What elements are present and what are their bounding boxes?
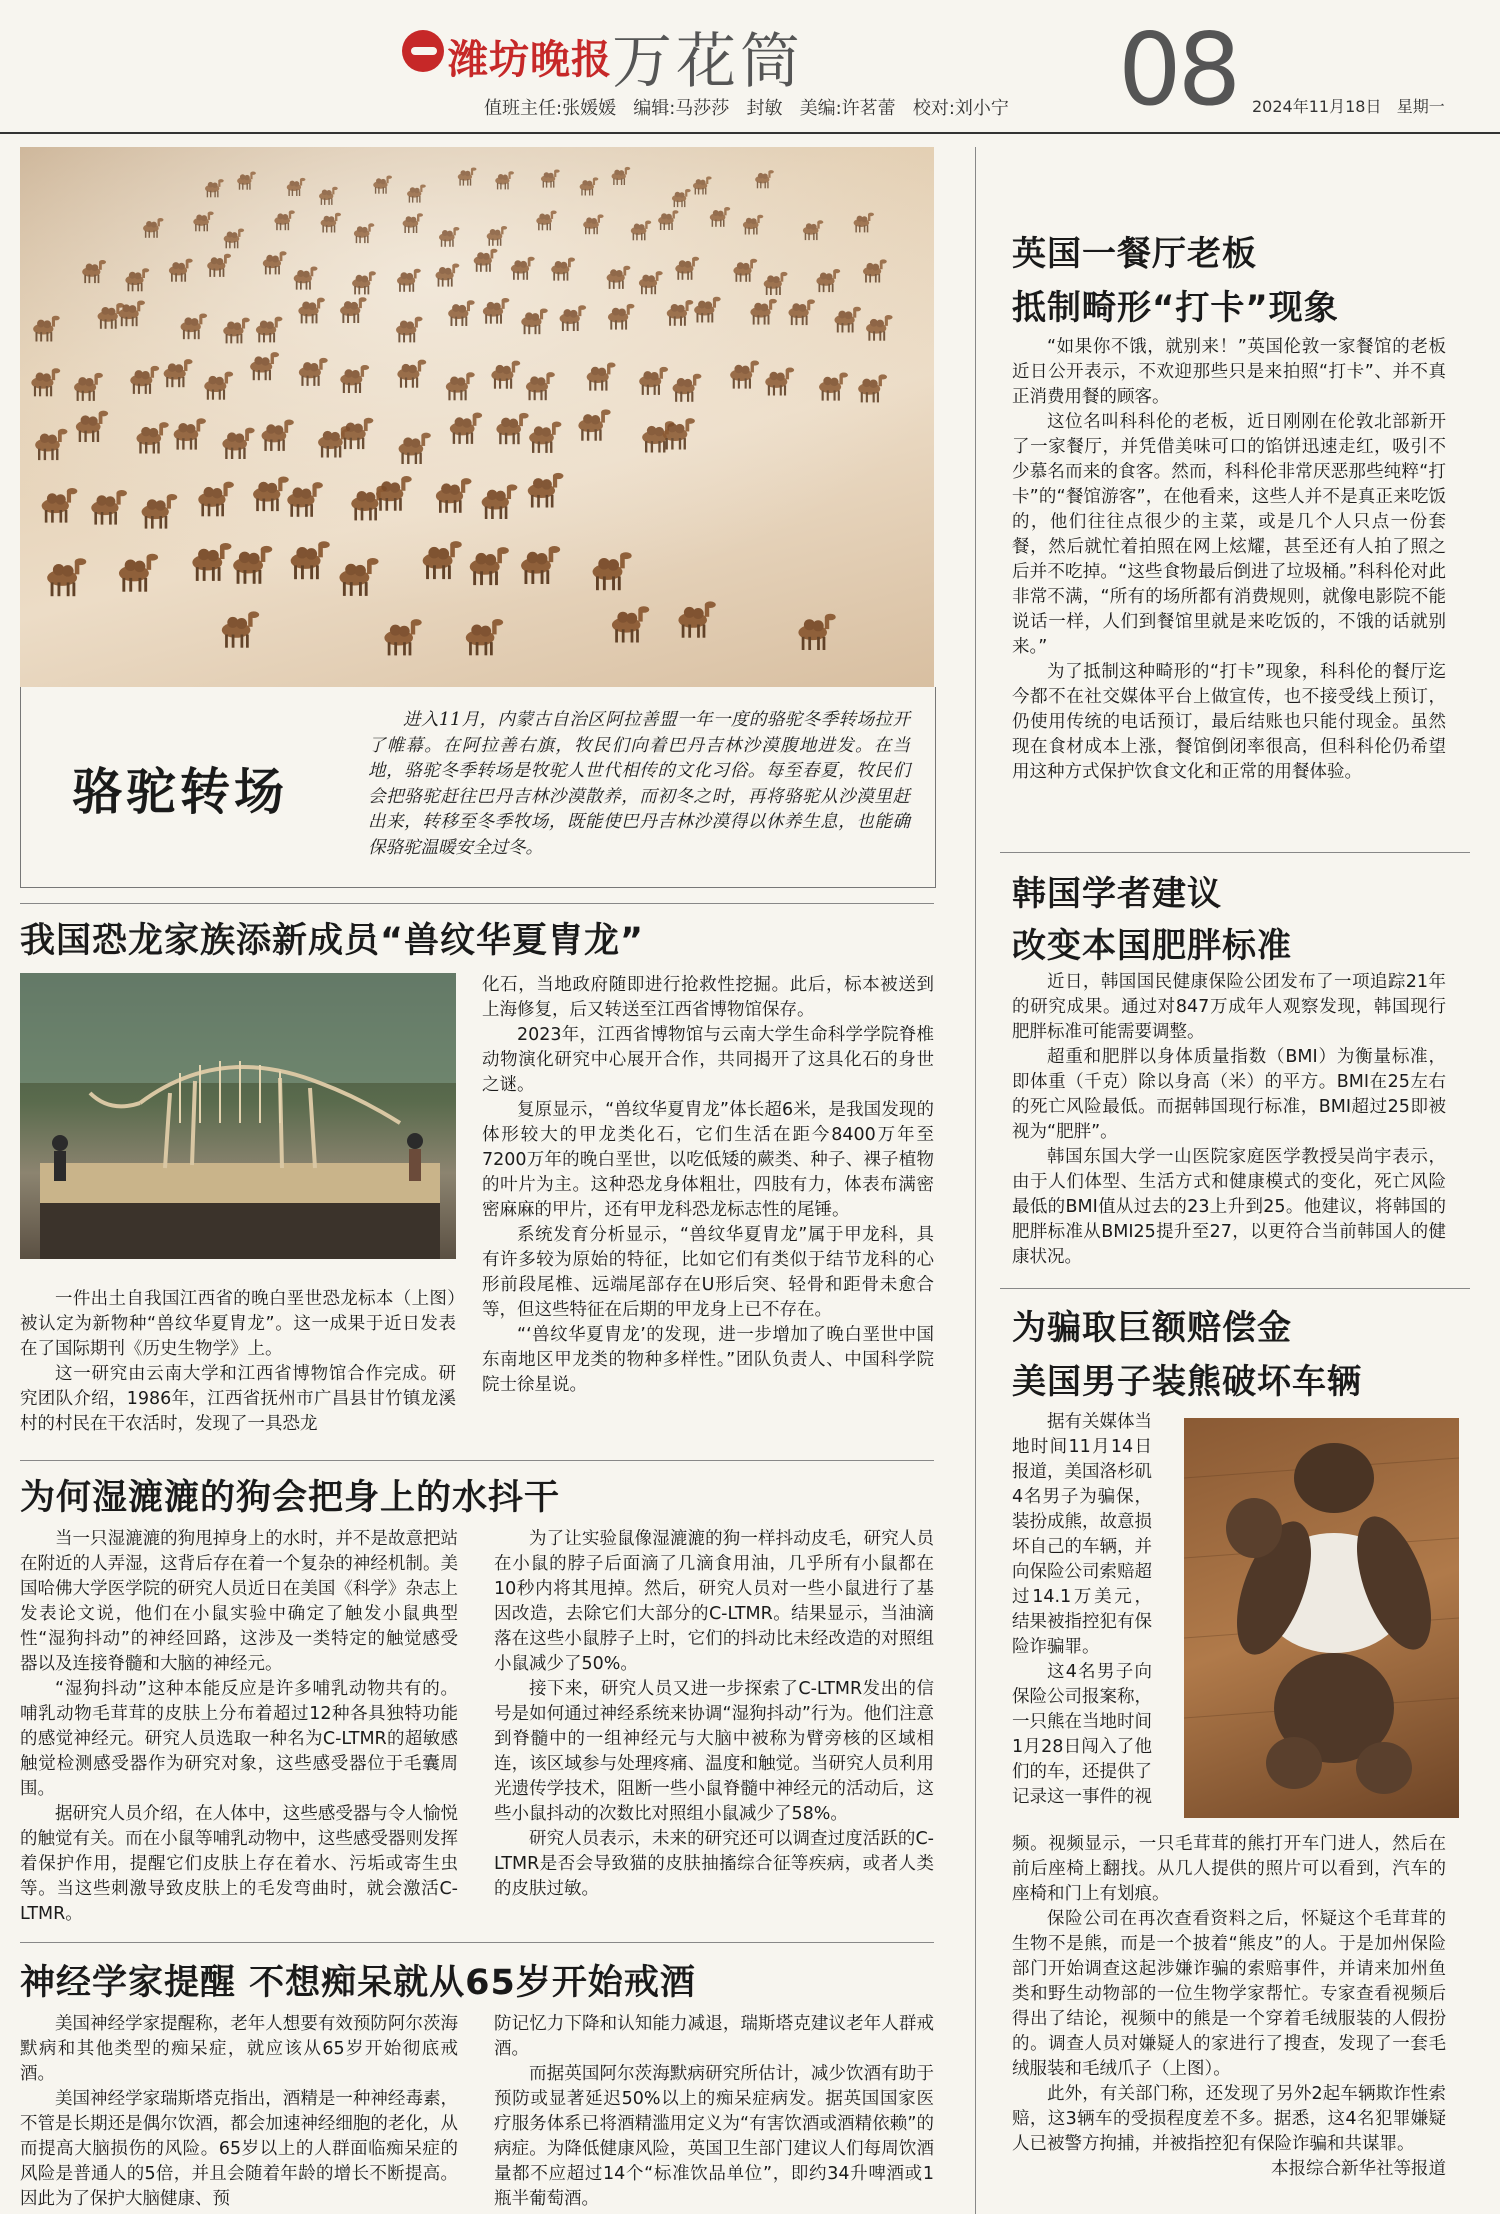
paragraph: 频。视频显示，一只毛茸茸的熊打开车门进人，然后在前后座椅上翻找。从几人提供的照片可以看到，汽车的座椅和门上有划痕。 xyxy=(1012,1834,1446,1904)
paragraph: 保险公司在再次查看资料之后，怀疑这个毛茸茸的生物不是熊，而是一个披着“熊皮”的人。于是加州保险部门开始调查这起涉嫌诈骗的索赔事件，并请来加州鱼类和野生动物部的一位生物学家帮忙。专家查看视频后得出了结论，视频中的熊是一个穿着毛绒服装的人假扮的。调查人员对嫌疑人的家进行了搜查，发现了一套毛绒服装和毛绒爪子（上图）。 xyxy=(1012,1909,1446,2079)
paragraph: 当一只湿漉漉的狗甩掉身上的水时，并不是故意把站在附近的人弄湿，这背后存在着一个复杂的神经机制。美国哈佛大学医学院的研究人员近日在美国《科学》杂志上发表论文说，他们在小鼠实验中确定了触发小鼠典型性“湿狗抖动”的神经回路，这涉及一类特定的触觉感受器以及连接脊髓和大脑的神经元。 xyxy=(20,1529,458,1674)
source-credit: 本报综合新华社等报道 xyxy=(1271,2159,1446,2179)
section-title: 万花筒 xyxy=(612,27,804,97)
column-rule xyxy=(975,147,976,2214)
section-rule xyxy=(20,1460,934,1461)
paragraph: 接下来，研究人员又进一步探索了C-LTMR发出的信号是如何通过神经系统来协调“湿狗抖动”行为。他们注意到脊髓中的一组神经元与大脑中被称为臂旁核的区域相连，该区域参与处理疼痛、温度和触觉。当研究人员利用光遗传学技术，阻断一些小鼠脊髓中神经元的活动后，这些小鼠抖动的次数比对照组小鼠减少了58%。 xyxy=(494,1679,934,1824)
bear-title-line-1: 为骗取巨额赔偿金 xyxy=(1012,1308,1292,1348)
paragraph: 为了让实验鼠像湿漉漉的狗一样抖动皮毛，研究人员在小鼠的脖子后面滴了几滴食用油，几乎所有小鼠都在10秒内将其甩掉。然后，研究人员对一些小鼠进行了基因改造，去除它们大部分的C-LTMR。结果显示，当油滴落在这些小鼠脖子上时，它们的抖动比未经改造的对照组小鼠减少了50%。 xyxy=(494,1529,934,1674)
paragraph: 而据英国阿尔茨海默病研究所估计，减少饮酒有助于预防或显著延迟50%以上的痴呆症病发。据英国国家医疗服务体系已将酒精滥用定义为“有害饮酒或酒精依赖”的病症。为降低健康风险，英国卫生部门建议人们每周饮酒量都不应超过14个“标准饮品单位”，即约34升啤酒或1瓶半葡萄酒。 xyxy=(494,2064,934,2209)
paragraph: 一件出土自我国江西省的晚白垩世恐龙标本（上图）被认定为新物种“兽纹华夏胄龙”。这一成果于近日发表在了国际期刊《历史生物学》上。 xyxy=(20,1289,456,1359)
korea-article xyxy=(1012,970,1446,1270)
section-rule xyxy=(20,1942,934,1943)
bear-costume-photo xyxy=(1184,1418,1459,1818)
camel-caption: 进入11月，内蒙古自治区阿拉善盟一年一度的骆驼冬季转场拉开了帷幕。在阿拉善右旗，牧民们向着巴丹吉林沙漠腹地进发。在当地，骆驼冬季转场是牧驼人世代相传的文化习俗。每至春夏，牧民们会把骆驼赶往巴丹吉林沙漠散养，而初冬之时，再将骆驼从沙漠里赶出来，转移至冬季牧场，既能使巴丹吉林沙漠得以休养生息，也能确保骆驼温暖安全过冬。 xyxy=(368,710,910,858)
alcohol-title: 神经学家提醒 不想痴呆就从65岁开始戒酒 xyxy=(20,1963,696,2003)
dog-column-1 xyxy=(20,1527,458,1927)
paragraph: 这位名叫科科伦的老板，近日刚刚在伦敦北部新开了一家餐厅，并凭借美味可口的馅饼迅速走红，吸引不少慕名而来的食客。然而，科科伦非常厌恶那些纯粹“打卡”的“餐馆游客”，在他看来，这些人并不是真正来吃饭的，他们往往点很少的主菜，或是几个人只点一份套餐，然后就忙着拍照在网上炫耀，甚至还有人拍了照之后并不吃掉。“这些食物最后倒进了垃圾桶。”科科伦对此非常不满，“所有的场所都有消费规则，就像电影院不能说话一样，人们到餐馆里就是来吃饭的，不饿的话就别来。” xyxy=(1012,412,1446,657)
issue-date: 2024年11月18日 星期一 xyxy=(1252,97,1445,116)
dog-title: 为何湿漉漉的狗会把身上的水抖干 xyxy=(20,1478,561,1518)
bear-article xyxy=(1012,1832,1446,2182)
bear-costume-illustration xyxy=(1184,1418,1459,1818)
paragraph: 美国神经学家提醒称，老年人想要有效预防阿尔茨海默病和其他类型的痴呆症，就应该从65岁开始彻底戒酒。 xyxy=(20,2014,458,2084)
uk-article xyxy=(1012,335,1446,785)
paragraph: 复原显示，“兽纹华夏胄龙”体长超6米，是我国发现的体形较大的甲龙类化石，它们生活在距今8400万年至7200万年的晚白垩世，以吃低矮的蕨类、种子、裸子植物的叶片为主。这种恐龙身体粗壮，四肢有力，体表布满密密麻麻的甲片，还有甲龙科恐龙标志性的尾锤。 xyxy=(482,1100,934,1220)
uk-title-line-1: 英国一餐厅老板 xyxy=(1012,234,1257,274)
camel-herd-illustration xyxy=(20,147,934,687)
paragraph: 美国神经学家瑞斯塔克指出，酒精是一种神经毒素，不管是长期还是偶尔饮酒，都会加速神经细胞的老化，从而提高大脑损伤的风险。65岁以上的人群面临痴呆症的风险是普通人的5倍，并且会随着年龄的增长不断提高。因此为了保护大脑健康、预 xyxy=(20,2089,458,2209)
paragraph: “‘兽纹华夏胄龙’的发现，进一步增加了晚白垩世中国东南地区甲龙类的物种多样性。”团队负责人、中国科学院院士徐星说。 xyxy=(482,1325,934,1395)
paragraph: 2023年，江西省博物馆与云南大学生命科学学院脊椎动物演化研究中心展开合作，共同揭开了这具化石的身世之谜。 xyxy=(482,1025,934,1095)
uk-title-line-2: 抵制畸形“打卡”现象 xyxy=(1012,288,1339,328)
paragraph: 超重和肥胖以身体质量指数（BMI）为衡量标准，即体重（千克）除以身高（米）的平方。BMI在25左右的死亡风险最低。而据韩国现行标准，BMI超过25即被视为“肥胖”。 xyxy=(1012,1047,1446,1142)
bear-narrow-column xyxy=(1012,1410,1152,1810)
dog-column-2 xyxy=(494,1527,934,1902)
paragraph: 为了抵制这种畸形的“打卡”现象，科科伦的餐厅迄今都不在社交媒体平台上做宣传，也不接受线上预订，仍使用传统的电话预订，最后结账也只能付现金。虽然现在食材成本上涨，餐馆倒闭率很高，但科科伦仍希望用这种方式保护饮食文化和正常的用餐体验。 xyxy=(1012,662,1446,782)
bear-title-line-2: 美国男子装熊破坏车辆 xyxy=(1012,1362,1362,1402)
alcohol-column-2 xyxy=(494,2012,934,2212)
paragraph: 研究人员表示，未来的研究还可以调查过度活跃的C-LTMR是否会导致猫的皮肤抽搐综合征等疾病，或者人类的皮肤过敏。 xyxy=(494,1829,934,1899)
dino-title: 我国恐龙家族添新成员“兽纹华夏胄龙” xyxy=(20,921,645,961)
masthead-rule xyxy=(0,132,1500,134)
paragraph: 防记忆力下降和认知能力减退，瑞斯塔克建议老年人群戒酒。 xyxy=(494,2014,934,2059)
dinosaur-skeleton-photo xyxy=(20,973,456,1259)
korea-title-line-1: 韩国学者建议 xyxy=(1012,874,1222,914)
section-rule xyxy=(1000,1288,1470,1289)
dinosaur-skeleton-illustration xyxy=(20,973,456,1259)
paragraph: 据研究人员介绍，在人体中，这些感受器与令人愉悦的触觉有关。而在小鼠等哺乳动物中，这些感受器则发挥着保护作用，提醒它们皮肤上存在着水、污垢或寄生虫等。当这些刺激导致皮肤上的毛发弯曲时，就会激活C-LTMR。 xyxy=(20,1804,458,1924)
section-rule xyxy=(1000,852,1470,853)
paragraph: 这4名男子向保险公司报案称，一只熊在当地时间1月28日闯入了他们的车，还提供了记录这一事件的视 xyxy=(1012,1662,1152,1807)
paragraph: 系统发育分析显示，“兽纹华夏胄龙”属于甲龙科，具有许多较为原始的特征，比如它们有类似于结节龙科的心形前段尾椎、远端尾部存在U形后突、轻骨和距骨未愈合等，但这些特征在后期的甲龙身上已不存在。 xyxy=(482,1225,934,1320)
paragraph: 近日，韩国国民健康保险公团发布了一项追踪21年的研究成果。通过对847万成年人观察发现，韩国现行肥胖标准可能需要调整。 xyxy=(1012,972,1446,1042)
alcohol-column-1 xyxy=(20,2012,458,2212)
dino-column-1 xyxy=(20,1287,456,1437)
paragraph: “如果你不饿，就别来！”英国伦敦一家餐馆的老板近日公开表示，不欢迎那些只是来拍照“打卡”、并不真正消费用餐的顾客。 xyxy=(1012,337,1446,407)
staff-credits: 值班主任:张媛媛 编辑:马莎莎 封敏 美编:许茗蕾 校对:刘小宁 xyxy=(484,98,1009,119)
page-number: 08 xyxy=(1118,11,1238,128)
korea-title-line-2: 改变本国肥胖标准 xyxy=(1012,926,1292,966)
paragraph: 韩国东国大学一山医院家庭医学教授吴尚宇表示，由于人们体型、生活方式和健康模式的变化，死亡风险最低的BMI值从过去的23上升到25。他建议，将韩国的肥胖标准从BMI25提升至27，以更符合当前韩国人的健康状况。 xyxy=(1012,1147,1446,1267)
paragraph: 据有关媒体当地时间11月14日报道，美国洛杉矶4名男子为骗保，装扮成熊，故意损坏自己的车辆，并向保险公司索赔超过14.1万美元，结果被指控犯有保险诈骗罪。 xyxy=(1012,1412,1152,1657)
dino-column-2 xyxy=(482,973,934,1398)
paragraph: 这一研究由云南大学和江西省博物馆合作完成。研究团队介绍，1986年，江西省抚州市广昌县甘竹镇龙溪村的村民在干农活时，发现了一具恐龙 xyxy=(20,1364,456,1434)
paragraph: 化石，当地政府随即进行抢救性挖掘。此后，标本被送到上海修复，后又转送至江西省博物馆保存。 xyxy=(482,975,934,1020)
camel-title: 骆驼转场 xyxy=(72,763,288,821)
newspaper-logo-icon xyxy=(402,30,444,72)
camel-migration-photo xyxy=(20,147,934,687)
newspaper-name: 潍坊晚报 xyxy=(448,36,612,83)
paragraph: “湿狗抖动”这种本能反应是许多哺乳动物共有的。哺乳动物毛茸茸的皮肤上分布着超过12种各具独特功能的感觉神经元。研究人员选取一种名为C-LTMR的超敏感触觉检测感受器作为研究对象，这些感受器位于毛囊周围。 xyxy=(20,1679,458,1799)
section-rule xyxy=(20,903,934,904)
paragraph: 此外，有关部门称，还发现了另外2起车辆欺诈性索赔，这3辆车的受损程度差不多。据悉，这4名犯罪嫌疑人已被警方拘捕，并被指控犯有保险诈骗和共谋罪。 xyxy=(1012,2084,1446,2154)
